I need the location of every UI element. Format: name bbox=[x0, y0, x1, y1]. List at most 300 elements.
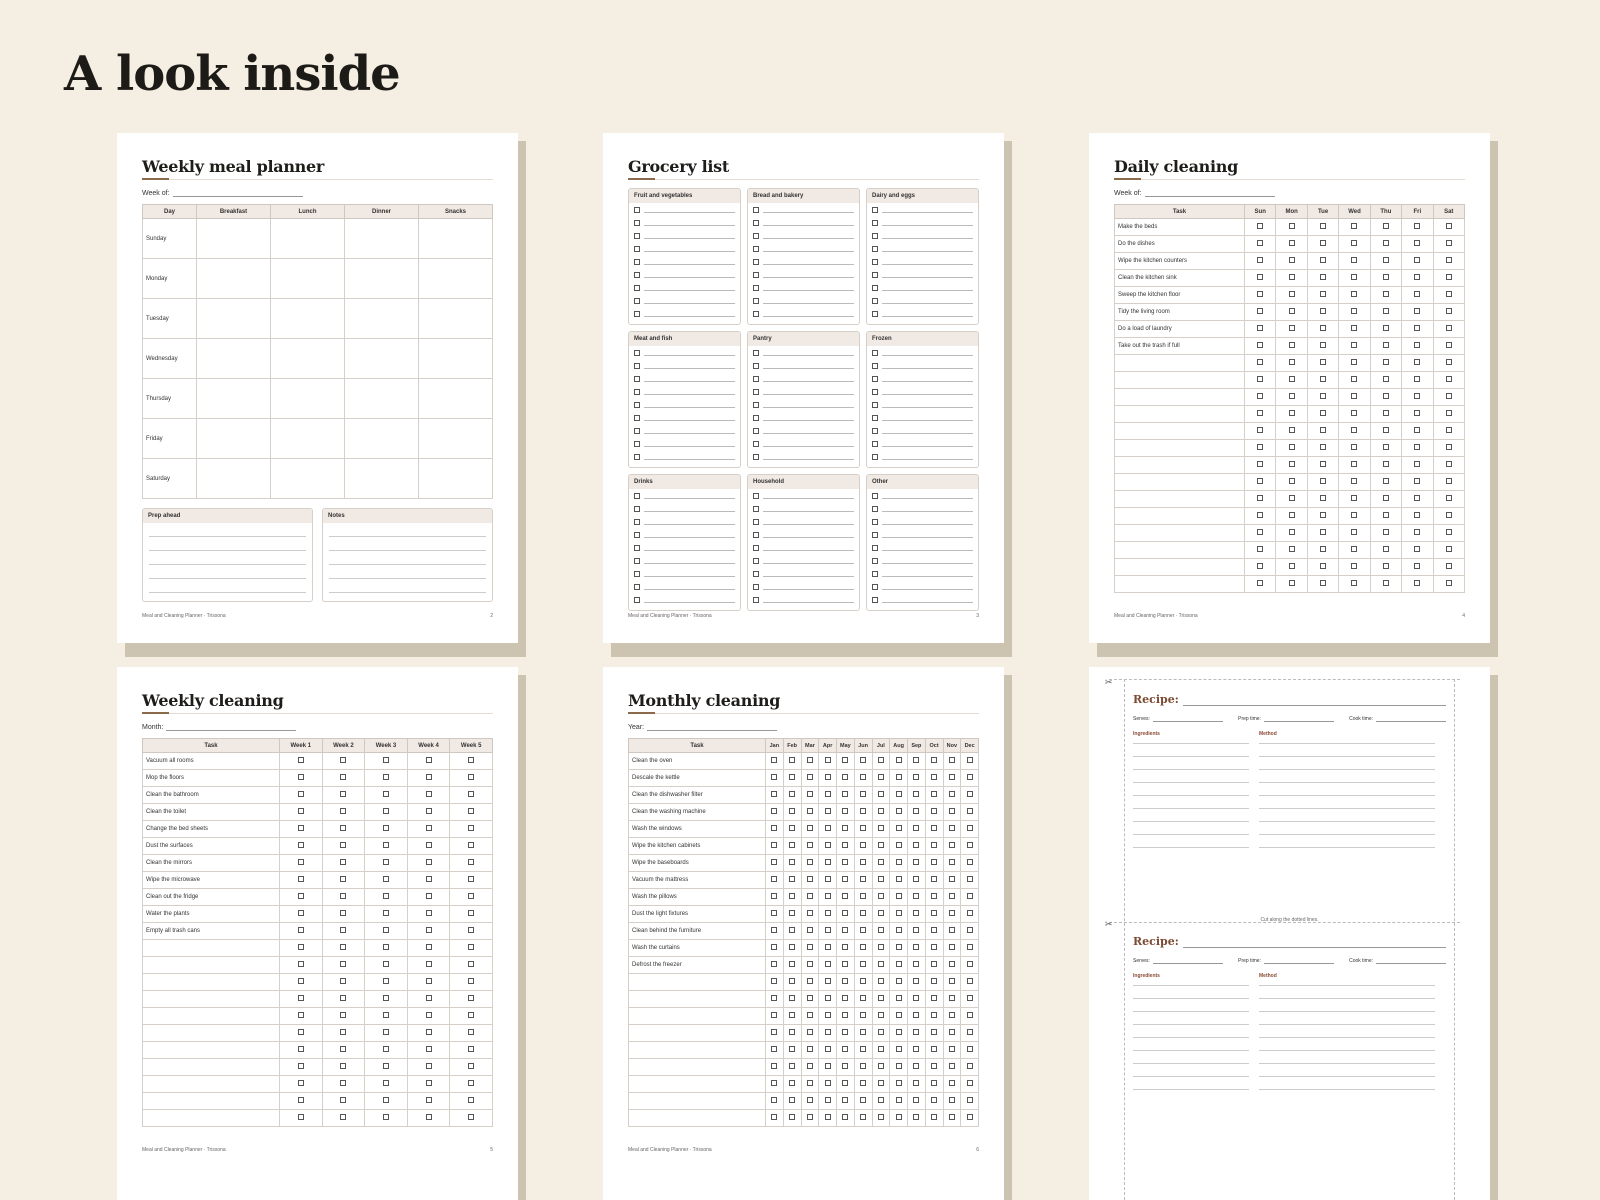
checkbox[interactable] bbox=[298, 825, 304, 831]
checkbox[interactable] bbox=[825, 1080, 831, 1086]
checkbox[interactable] bbox=[949, 1080, 955, 1086]
checkbox[interactable] bbox=[860, 995, 866, 1001]
checkbox[interactable] bbox=[1257, 444, 1263, 450]
checkbox[interactable] bbox=[468, 1029, 474, 1035]
checkbox[interactable] bbox=[807, 893, 813, 899]
checkbox[interactable] bbox=[878, 1114, 884, 1120]
writing-line[interactable] bbox=[882, 388, 973, 395]
checkbox[interactable] bbox=[807, 995, 813, 1001]
checkbox[interactable] bbox=[1446, 376, 1452, 382]
checkbox[interactable] bbox=[807, 842, 813, 848]
checkbox[interactable] bbox=[771, 1114, 777, 1120]
checkbox[interactable] bbox=[340, 791, 346, 797]
checkbox[interactable] bbox=[1351, 427, 1357, 433]
checkbox[interactable] bbox=[872, 493, 878, 499]
checkbox[interactable] bbox=[872, 558, 878, 564]
checkbox[interactable] bbox=[340, 893, 346, 899]
checkbox[interactable] bbox=[872, 402, 878, 408]
task-cell[interactable] bbox=[143, 1110, 280, 1127]
checkbox[interactable] bbox=[807, 757, 813, 763]
checkbox[interactable] bbox=[753, 272, 759, 278]
checkbox[interactable] bbox=[913, 978, 919, 984]
checkbox[interactable] bbox=[298, 1114, 304, 1120]
checkbox[interactable] bbox=[1289, 410, 1295, 416]
checkbox[interactable] bbox=[896, 876, 902, 882]
checkbox[interactable] bbox=[872, 272, 878, 278]
checkbox[interactable] bbox=[426, 927, 432, 933]
checkbox[interactable] bbox=[1383, 563, 1389, 569]
meal-cell[interactable] bbox=[419, 259, 493, 299]
meal-cell[interactable] bbox=[271, 259, 345, 299]
checkbox[interactable] bbox=[383, 791, 389, 797]
task-cell[interactable]: Wipe the microwave bbox=[143, 872, 280, 889]
checkbox[interactable] bbox=[634, 389, 640, 395]
checkbox[interactable] bbox=[842, 1029, 848, 1035]
checkbox[interactable] bbox=[1414, 376, 1420, 382]
writing-line[interactable] bbox=[644, 310, 735, 317]
checkbox[interactable] bbox=[807, 944, 813, 950]
checkbox[interactable] bbox=[1320, 393, 1326, 399]
checkbox[interactable] bbox=[383, 1114, 389, 1120]
writing-line[interactable] bbox=[882, 375, 973, 382]
checkbox[interactable] bbox=[298, 1012, 304, 1018]
task-cell[interactable] bbox=[1115, 559, 1245, 576]
checkbox[interactable] bbox=[872, 389, 878, 395]
checkbox[interactable] bbox=[1320, 461, 1326, 467]
task-cell[interactable]: Wipe the kitchen cabinets bbox=[629, 838, 766, 855]
checkbox[interactable] bbox=[1289, 393, 1295, 399]
task-cell[interactable]: Tidy the living room bbox=[1115, 304, 1245, 321]
checkbox[interactable] bbox=[634, 298, 640, 304]
checkbox[interactable] bbox=[1383, 223, 1389, 229]
checkbox[interactable] bbox=[967, 1029, 973, 1035]
checkbox[interactable] bbox=[340, 842, 346, 848]
meal-cell[interactable] bbox=[271, 419, 345, 459]
checkbox[interactable] bbox=[1414, 325, 1420, 331]
checkbox[interactable] bbox=[913, 927, 919, 933]
checkbox[interactable] bbox=[468, 1063, 474, 1069]
writing-line[interactable] bbox=[763, 375, 854, 382]
checkbox[interactable] bbox=[896, 1097, 902, 1103]
checkbox[interactable] bbox=[753, 311, 759, 317]
task-cell[interactable]: Wash the windows bbox=[629, 821, 766, 838]
meal-cell[interactable] bbox=[419, 339, 493, 379]
checkbox[interactable] bbox=[931, 808, 937, 814]
checkbox[interactable] bbox=[340, 910, 346, 916]
checkbox[interactable] bbox=[896, 1080, 902, 1086]
task-cell[interactable] bbox=[143, 940, 280, 957]
checkbox[interactable] bbox=[1414, 240, 1420, 246]
checkbox[interactable] bbox=[878, 791, 884, 797]
checkbox[interactable] bbox=[896, 995, 902, 1001]
checkbox[interactable] bbox=[842, 825, 848, 831]
checkbox[interactable] bbox=[1320, 308, 1326, 314]
checkbox[interactable] bbox=[789, 1063, 795, 1069]
checkbox[interactable] bbox=[967, 808, 973, 814]
checkbox[interactable] bbox=[789, 1046, 795, 1052]
checkbox[interactable] bbox=[771, 808, 777, 814]
checkbox[interactable] bbox=[931, 859, 937, 865]
checkbox[interactable] bbox=[1320, 529, 1326, 535]
checkbox[interactable] bbox=[771, 961, 777, 967]
checkbox[interactable] bbox=[1414, 393, 1420, 399]
checkbox[interactable] bbox=[340, 944, 346, 950]
writing-line[interactable] bbox=[763, 492, 854, 499]
checkbox[interactable] bbox=[426, 961, 432, 967]
checkbox[interactable] bbox=[753, 558, 759, 564]
checkbox[interactable] bbox=[1351, 376, 1357, 382]
checkbox[interactable] bbox=[1383, 580, 1389, 586]
writing-line[interactable] bbox=[644, 375, 735, 382]
checkbox[interactable] bbox=[872, 298, 878, 304]
checkbox[interactable] bbox=[468, 791, 474, 797]
checkbox[interactable] bbox=[1257, 461, 1263, 467]
writing-line[interactable] bbox=[1259, 998, 1435, 999]
checkbox[interactable] bbox=[860, 876, 866, 882]
checkbox[interactable] bbox=[468, 910, 474, 916]
checkbox[interactable] bbox=[872, 532, 878, 538]
checkbox[interactable] bbox=[967, 757, 973, 763]
checkbox[interactable] bbox=[1257, 478, 1263, 484]
checkbox[interactable] bbox=[842, 876, 848, 882]
task-cell[interactable]: Defrost the freezer bbox=[629, 957, 766, 974]
task-cell[interactable] bbox=[143, 1025, 280, 1042]
task-cell[interactable]: Make the beds bbox=[1115, 219, 1245, 236]
writing-line[interactable] bbox=[882, 596, 973, 603]
checkbox[interactable] bbox=[896, 859, 902, 865]
checkbox[interactable] bbox=[789, 927, 795, 933]
checkbox[interactable] bbox=[789, 859, 795, 865]
checkbox[interactable] bbox=[842, 961, 848, 967]
checkbox[interactable] bbox=[298, 961, 304, 967]
checkbox[interactable] bbox=[872, 415, 878, 421]
checkbox[interactable] bbox=[426, 1063, 432, 1069]
checkbox[interactable] bbox=[771, 1012, 777, 1018]
checkbox[interactable] bbox=[1289, 546, 1295, 552]
checkbox[interactable] bbox=[1320, 495, 1326, 501]
writing-line[interactable] bbox=[763, 531, 854, 538]
checkbox[interactable] bbox=[1289, 325, 1295, 331]
checkbox[interactable] bbox=[1414, 342, 1420, 348]
checkbox[interactable] bbox=[896, 791, 902, 797]
meal-cell[interactable] bbox=[345, 339, 419, 379]
writing-line[interactable] bbox=[882, 544, 973, 551]
checkbox[interactable] bbox=[468, 1012, 474, 1018]
checkbox[interactable] bbox=[468, 1080, 474, 1086]
checkbox[interactable] bbox=[789, 1097, 795, 1103]
checkbox[interactable] bbox=[878, 842, 884, 848]
task-cell[interactable]: Dust the light fixtures bbox=[629, 906, 766, 923]
checkbox[interactable] bbox=[860, 910, 866, 916]
checkbox[interactable] bbox=[913, 808, 919, 814]
checkbox[interactable] bbox=[1320, 410, 1326, 416]
checkbox[interactable] bbox=[753, 389, 759, 395]
checkbox[interactable] bbox=[383, 944, 389, 950]
checkbox[interactable] bbox=[383, 1063, 389, 1069]
checkbox[interactable] bbox=[949, 876, 955, 882]
checkbox[interactable] bbox=[860, 1063, 866, 1069]
checkbox[interactable] bbox=[634, 350, 640, 356]
checkbox[interactable] bbox=[1446, 580, 1452, 586]
meal-cell[interactable] bbox=[271, 379, 345, 419]
checkbox[interactable] bbox=[842, 1012, 848, 1018]
checkbox[interactable] bbox=[967, 1063, 973, 1069]
checkbox[interactable] bbox=[825, 774, 831, 780]
checkbox[interactable] bbox=[771, 1097, 777, 1103]
checkbox[interactable] bbox=[949, 825, 955, 831]
writing-line[interactable] bbox=[882, 232, 973, 239]
meal-cell[interactable] bbox=[197, 379, 271, 419]
checkbox[interactable] bbox=[1289, 257, 1295, 263]
checkbox[interactable] bbox=[426, 995, 432, 1001]
checkbox[interactable] bbox=[1351, 308, 1357, 314]
checkbox[interactable] bbox=[383, 978, 389, 984]
checkbox[interactable] bbox=[340, 1114, 346, 1120]
checkbox[interactable] bbox=[1446, 274, 1452, 280]
checkbox[interactable] bbox=[931, 842, 937, 848]
checkbox[interactable] bbox=[340, 808, 346, 814]
task-cell[interactable]: Vacuum the mattress bbox=[629, 872, 766, 889]
checkbox[interactable] bbox=[1320, 427, 1326, 433]
checkbox[interactable] bbox=[426, 1080, 432, 1086]
writing-line[interactable] bbox=[644, 284, 735, 291]
writing-line[interactable] bbox=[644, 544, 735, 551]
task-cell[interactable]: Clean the dishwasher filter bbox=[629, 787, 766, 804]
checkbox[interactable] bbox=[949, 978, 955, 984]
writing-line[interactable] bbox=[1259, 769, 1435, 770]
checkbox[interactable] bbox=[913, 961, 919, 967]
checkbox[interactable] bbox=[913, 825, 919, 831]
task-cell[interactable] bbox=[1115, 491, 1245, 508]
checkbox[interactable] bbox=[807, 859, 813, 865]
checkbox[interactable] bbox=[913, 757, 919, 763]
checkbox[interactable] bbox=[860, 1046, 866, 1052]
task-cell[interactable] bbox=[1115, 389, 1245, 406]
checkbox[interactable] bbox=[340, 1046, 346, 1052]
checkbox[interactable] bbox=[807, 876, 813, 882]
checkbox[interactable] bbox=[426, 842, 432, 848]
writing-line[interactable] bbox=[763, 388, 854, 395]
checkbox[interactable] bbox=[1320, 376, 1326, 382]
checkbox[interactable] bbox=[1351, 257, 1357, 263]
checkbox[interactable] bbox=[634, 376, 640, 382]
checkbox[interactable] bbox=[298, 927, 304, 933]
checkbox[interactable] bbox=[949, 927, 955, 933]
writing-line[interactable] bbox=[763, 219, 854, 226]
checkbox[interactable] bbox=[842, 995, 848, 1001]
writing-line[interactable] bbox=[644, 427, 735, 434]
checkbox[interactable] bbox=[634, 597, 640, 603]
meal-cell[interactable] bbox=[419, 459, 493, 499]
writing-line[interactable] bbox=[644, 440, 735, 447]
checkbox[interactable] bbox=[878, 808, 884, 814]
checkbox[interactable] bbox=[872, 506, 878, 512]
checkbox[interactable] bbox=[383, 876, 389, 882]
writing-line[interactable] bbox=[882, 310, 973, 317]
checkbox[interactable] bbox=[1383, 410, 1389, 416]
checkbox[interactable] bbox=[298, 910, 304, 916]
checkbox[interactable] bbox=[878, 1080, 884, 1086]
checkbox[interactable] bbox=[1289, 223, 1295, 229]
task-cell[interactable] bbox=[1115, 355, 1245, 372]
checkbox[interactable] bbox=[1351, 410, 1357, 416]
checkbox[interactable] bbox=[1351, 240, 1357, 246]
checkbox[interactable] bbox=[340, 774, 346, 780]
checkbox[interactable] bbox=[872, 597, 878, 603]
checkbox[interactable] bbox=[789, 825, 795, 831]
checkbox[interactable] bbox=[426, 1114, 432, 1120]
checkbox[interactable] bbox=[872, 571, 878, 577]
checkbox[interactable] bbox=[872, 584, 878, 590]
checkbox[interactable] bbox=[298, 1097, 304, 1103]
checkbox[interactable] bbox=[1289, 376, 1295, 382]
checkbox[interactable] bbox=[913, 1029, 919, 1035]
checkbox[interactable] bbox=[896, 1046, 902, 1052]
writing-line[interactable] bbox=[882, 219, 973, 226]
checkbox[interactable] bbox=[1320, 359, 1326, 365]
checkbox[interactable] bbox=[1446, 410, 1452, 416]
checkbox[interactable] bbox=[468, 825, 474, 831]
checkbox[interactable] bbox=[1414, 580, 1420, 586]
checkbox[interactable] bbox=[896, 842, 902, 848]
meal-cell[interactable] bbox=[271, 339, 345, 379]
checkbox[interactable] bbox=[468, 808, 474, 814]
checkbox[interactable] bbox=[468, 893, 474, 899]
task-cell[interactable] bbox=[1115, 525, 1245, 542]
checkbox[interactable] bbox=[383, 859, 389, 865]
checkbox[interactable] bbox=[1289, 512, 1295, 518]
checkbox[interactable] bbox=[753, 428, 759, 434]
checkbox[interactable] bbox=[878, 876, 884, 882]
checkbox[interactable] bbox=[896, 1012, 902, 1018]
meal-cell[interactable] bbox=[197, 299, 271, 339]
task-cell[interactable] bbox=[1115, 406, 1245, 423]
writing-line[interactable] bbox=[1259, 1011, 1435, 1012]
checkbox[interactable] bbox=[468, 842, 474, 848]
writing-line[interactable] bbox=[1133, 847, 1249, 848]
checkbox[interactable] bbox=[1257, 495, 1263, 501]
meal-cell[interactable] bbox=[197, 259, 271, 299]
checkbox[interactable] bbox=[872, 519, 878, 525]
checkbox[interactable] bbox=[468, 859, 474, 865]
checkbox[interactable] bbox=[340, 978, 346, 984]
checkbox[interactable] bbox=[913, 859, 919, 865]
checkbox[interactable] bbox=[753, 454, 759, 460]
checkbox[interactable] bbox=[1289, 563, 1295, 569]
checkbox[interactable] bbox=[383, 1029, 389, 1035]
checkbox[interactable] bbox=[1320, 563, 1326, 569]
checkbox[interactable] bbox=[967, 1046, 973, 1052]
checkbox[interactable] bbox=[913, 944, 919, 950]
checkbox[interactable] bbox=[753, 285, 759, 291]
checkbox[interactable] bbox=[789, 944, 795, 950]
checkbox[interactable] bbox=[634, 285, 640, 291]
meal-cell[interactable] bbox=[271, 299, 345, 339]
checkbox[interactable] bbox=[825, 1012, 831, 1018]
checkbox[interactable] bbox=[931, 1097, 937, 1103]
checkbox[interactable] bbox=[1257, 529, 1263, 535]
checkbox[interactable] bbox=[634, 584, 640, 590]
checkbox[interactable] bbox=[753, 363, 759, 369]
checkbox[interactable] bbox=[1446, 563, 1452, 569]
checkbox[interactable] bbox=[383, 774, 389, 780]
checkbox[interactable] bbox=[967, 859, 973, 865]
checkbox[interactable] bbox=[771, 978, 777, 984]
checkbox[interactable] bbox=[807, 774, 813, 780]
checkbox[interactable] bbox=[967, 876, 973, 882]
checkbox[interactable] bbox=[468, 961, 474, 967]
task-cell[interactable] bbox=[1115, 423, 1245, 440]
checkbox[interactable] bbox=[383, 1080, 389, 1086]
checkbox[interactable] bbox=[1351, 529, 1357, 535]
checkbox[interactable] bbox=[1289, 427, 1295, 433]
checkbox[interactable] bbox=[967, 825, 973, 831]
checkbox[interactable] bbox=[753, 441, 759, 447]
writing-line[interactable] bbox=[763, 284, 854, 291]
checkbox[interactable] bbox=[1383, 495, 1389, 501]
checkbox[interactable] bbox=[426, 1046, 432, 1052]
checkbox[interactable] bbox=[842, 927, 848, 933]
checkbox[interactable] bbox=[878, 961, 884, 967]
checkbox[interactable] bbox=[298, 859, 304, 865]
task-cell[interactable] bbox=[1115, 542, 1245, 559]
checkbox[interactable] bbox=[468, 944, 474, 950]
checkbox[interactable] bbox=[340, 995, 346, 1001]
checkbox[interactable] bbox=[896, 893, 902, 899]
checkbox[interactable] bbox=[771, 859, 777, 865]
checkbox[interactable] bbox=[634, 207, 640, 213]
checkbox[interactable] bbox=[468, 774, 474, 780]
checkbox[interactable] bbox=[753, 233, 759, 239]
checkbox[interactable] bbox=[771, 893, 777, 899]
checkbox[interactable] bbox=[913, 774, 919, 780]
checkbox[interactable] bbox=[753, 415, 759, 421]
checkbox[interactable] bbox=[753, 532, 759, 538]
checkbox[interactable] bbox=[896, 774, 902, 780]
checkbox[interactable] bbox=[825, 757, 831, 763]
checkbox[interactable] bbox=[298, 944, 304, 950]
task-cell[interactable] bbox=[629, 974, 766, 991]
task-cell[interactable] bbox=[629, 1110, 766, 1127]
checkbox[interactable] bbox=[1446, 257, 1452, 263]
checkbox[interactable] bbox=[771, 944, 777, 950]
checkbox[interactable] bbox=[1320, 223, 1326, 229]
checkbox[interactable] bbox=[298, 995, 304, 1001]
checkbox[interactable] bbox=[1351, 342, 1357, 348]
checkbox[interactable] bbox=[825, 978, 831, 984]
meal-cell[interactable] bbox=[197, 459, 271, 499]
checkbox[interactable] bbox=[807, 1046, 813, 1052]
writing-line[interactable] bbox=[882, 271, 973, 278]
checkbox[interactable] bbox=[872, 311, 878, 317]
checkbox[interactable] bbox=[913, 910, 919, 916]
checkbox[interactable] bbox=[896, 961, 902, 967]
checkbox[interactable] bbox=[634, 519, 640, 525]
checkbox[interactable] bbox=[825, 995, 831, 1001]
task-cell[interactable] bbox=[629, 991, 766, 1008]
checkbox[interactable] bbox=[949, 1029, 955, 1035]
checkbox[interactable] bbox=[383, 1046, 389, 1052]
writing-line[interactable] bbox=[1133, 1011, 1249, 1012]
checkbox[interactable] bbox=[872, 350, 878, 356]
checkbox[interactable] bbox=[842, 1097, 848, 1103]
checkbox[interactable] bbox=[1446, 478, 1452, 484]
checkbox[interactable] bbox=[753, 493, 759, 499]
writing-line[interactable] bbox=[1259, 1063, 1435, 1064]
checkbox[interactable] bbox=[426, 910, 432, 916]
checkbox[interactable] bbox=[1414, 563, 1420, 569]
checkbox[interactable] bbox=[1414, 512, 1420, 518]
